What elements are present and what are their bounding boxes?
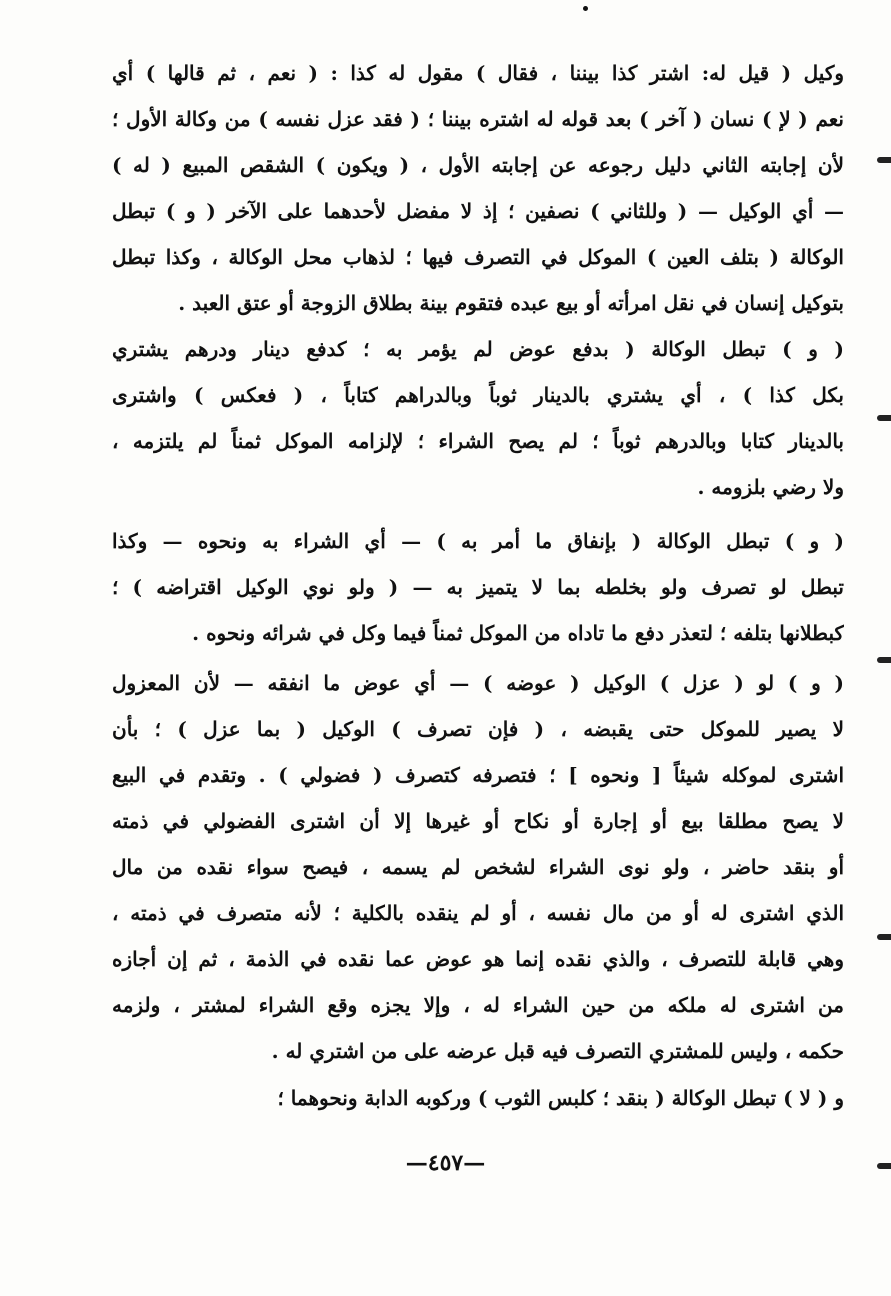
text-line: لأن إجابته الثاني دليل رجوعه عن إجابته الأول ، ( ويكون ) الشقص المبيع ( له ) — [112, 153, 844, 177]
text-line: بكل كذا ) ، أي يشتري بالدينار ثوباً وبالدراهم كتاباً ، ( فعكس ) واشترى — [112, 383, 844, 407]
text-line: الذي اشترى له أو من مال نفسه ، أو لم ينقده بالكلية ؛ لأنه متصرف في ذمته ، — [112, 901, 844, 925]
paragraph-2 — [112, 326, 844, 510]
binding-mark — [877, 934, 891, 940]
text-line: وكيل ( قيل له: اشتر كذا بيننا ، فقال ) مقول له كذا : ( نعم ، ثم قالها ) أي — [112, 61, 844, 85]
binding-mark — [877, 157, 891, 163]
text-line: من اشترى له ملكه من حين الشراء له ، وإلا يجزه وقع الشراء لمشتر ، ولزمه — [112, 993, 844, 1017]
text-line: ( و ) تبطل الوكالة ( بإنفاق ما أمر به ) — أي الشراء به ونحوه — وكذا — [112, 529, 844, 553]
text-line: ولا رضي بلزومه . — [697, 475, 844, 499]
text-line: لا يصير للموكل حتى يقبضه ، ( فإن تصرف ) الوكيل ( بما عزل ) ؛ بأن — [112, 717, 844, 741]
binding-mark — [877, 415, 891, 421]
binding-mark — [877, 1163, 891, 1169]
binding-mark — [877, 657, 891, 663]
text-line: نعم ( لإ ) نسان ( آخر ) بعد قوله له اشتره بيننا ؛ ( فقد عزل نفسه ) من وكالة الأول ؛ — [112, 107, 844, 131]
text-line: ( و ) تبطل الوكالة ( بدفع عوض لم يؤمر به ؛ كدفع دينار ودرهم يشتري — [112, 337, 844, 361]
text-line: وهي قابلة للتصرف ، والذي نقده إنما هو عوض عما نقده في الذمة ، ثم إن أجازه — [112, 947, 844, 971]
text-line: كبطلانها بتلفه ؛ لتعذر دفع ما تاداه من الموكل ثمناً فيما وكل في شرائه ونحوه . — [192, 621, 844, 645]
text-line: بتوكيل إنسان في نقل امرأته أو بيع عبده فتقوم بينة بطلاق الزوجة أو عتق العبد . — [178, 291, 844, 315]
ink-dot — [583, 6, 588, 11]
page-number: —٤٥٧— — [405, 1150, 486, 1176]
text-line: لا يصح مطلقا بيع أو إجارة أو نكاح أو غيرها إلا أن اشترى الفضولي في ذمته — [112, 809, 844, 833]
text-line: تبطل لو تصرف ولو بخلطه بما لا يتميز به — ( ولو نوي الوكيل اقتراضه ) ؛ — [112, 575, 844, 599]
text-line: الوكالة ( بتلف العين ) الموكل في التصرف فيها ؛ لذهاب محل الوكالة ، وكذا تبطل — [112, 245, 844, 269]
paragraph-1 — [112, 50, 844, 326]
paragraph-5 — [112, 1075, 844, 1121]
paragraph-3 — [112, 518, 844, 656]
text-line: بالدينار كتابا وبالدرهم ثوباً ؛ لم يصح الشراء ؛ لإلزامه الموكل ثمناً لم يلتزمه ، — [112, 429, 844, 453]
text-line: اشترى لموكله شيئاً [ ونحوه ] ؛ فتصرفه كتصرف ( فضولي ) . وتقدم في البيع — [112, 763, 844, 787]
text-line: أو بنقد حاضر ، ولو نوى الشراء لشخص لم يسمه ، فيصح سواء نقده من مال — [112, 855, 844, 879]
paragraph-4 — [112, 660, 844, 1074]
text-line: — أي الوكيل — ( وللثاني ) نصفين ؛ إذ لا مفضل لأحدهما على الآخر ( و ) تبطل — [112, 199, 844, 223]
text-line: ( و ) لو ( عزل ) الوكيل ( عوضه ) — أي عوض ما انفقه — لأن المعزول — [112, 671, 844, 695]
text-line: حكمه ، وليس للمشتري التصرف فيه قبل عرضه على من اشتري له . — [271, 1039, 844, 1063]
text-line: و ( لا ) تبطل الوكالة ( بنقد ؛ كلبس الثوب ) وركوبه الدابة ونحوهما ؛ — [277, 1086, 844, 1110]
